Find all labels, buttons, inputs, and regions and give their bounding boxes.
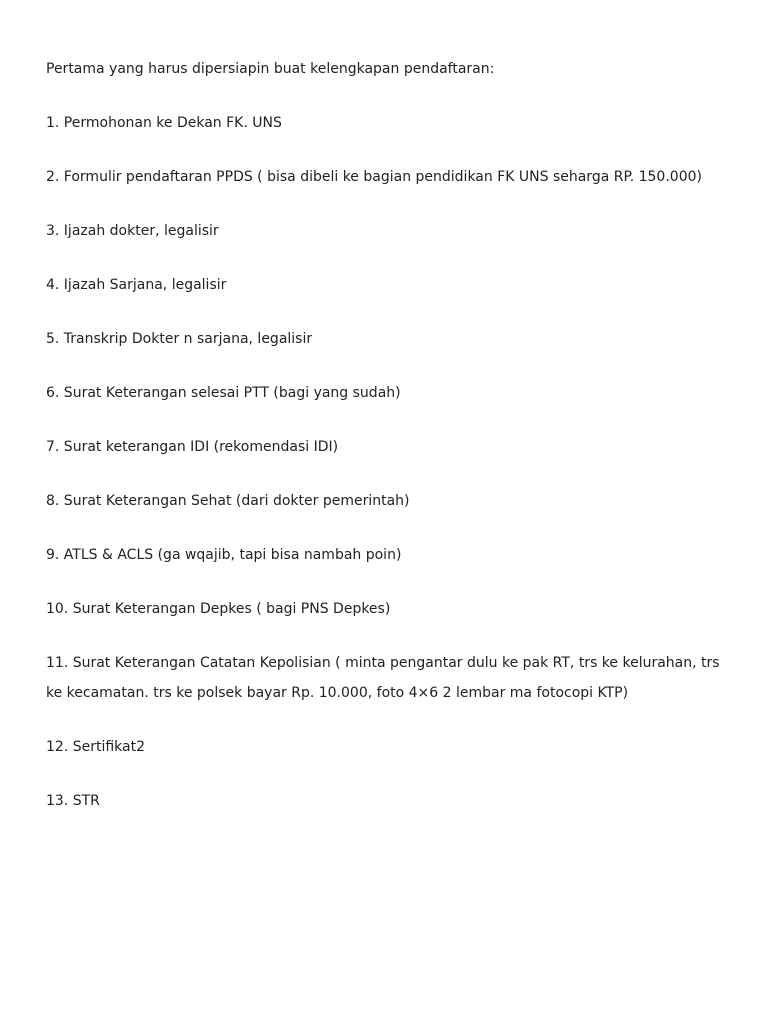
list-item: 7. Surat keterangan IDI (rekomendasi IDI) [46, 439, 339, 455]
list-item: 5. Transkrip Dokter n sarjana, legalisir [46, 331, 313, 347]
list-item: 13. STR [46, 793, 100, 809]
list-item: 12. Sertifikat2 [46, 739, 146, 755]
list-item: 2. Formulir pendaftaran PPDS ( bisa dibeli ke bagian pendidikan FK UNS seharga RP. 150.000) [46, 169, 702, 185]
list-item: 11. Surat Keterangan Catatan Kepolisian ( minta pengantar dulu ke pak RT, trs ke kelurahan, trs ke kecamatan. trs ke polsek bayar Rp. 10.000, foto 4×6 2 lembar ma fotocopi KTP) [46, 655, 720, 701]
list-item: 8. Surat Keterangan Sehat (dari dokter pemerintah) [46, 493, 410, 509]
list-item: 1. Permohonan ke Dekan FK. UNS [46, 115, 282, 131]
document-body [46, 54, 736, 840]
list-item: 9. ATLS & ACLS (ga wqajib, tapi bisa nambah poin) [46, 547, 402, 563]
list-item: 6. Surat Keterangan selesai PTT (bagi yang sudah) [46, 385, 401, 401]
list-item: 3. Ijazah dokter, legalisir [46, 223, 219, 239]
intro-paragraph: Pertama yang harus dipersiapin buat kelengkapan pendaftaran: [46, 61, 495, 77]
list-item: 4. Ijazah Sarjana, legalisir [46, 277, 227, 293]
list-item: 10. Surat Keterangan Depkes ( bagi PNS Depkes) [46, 601, 391, 617]
requirements-list [46, 108, 736, 816]
